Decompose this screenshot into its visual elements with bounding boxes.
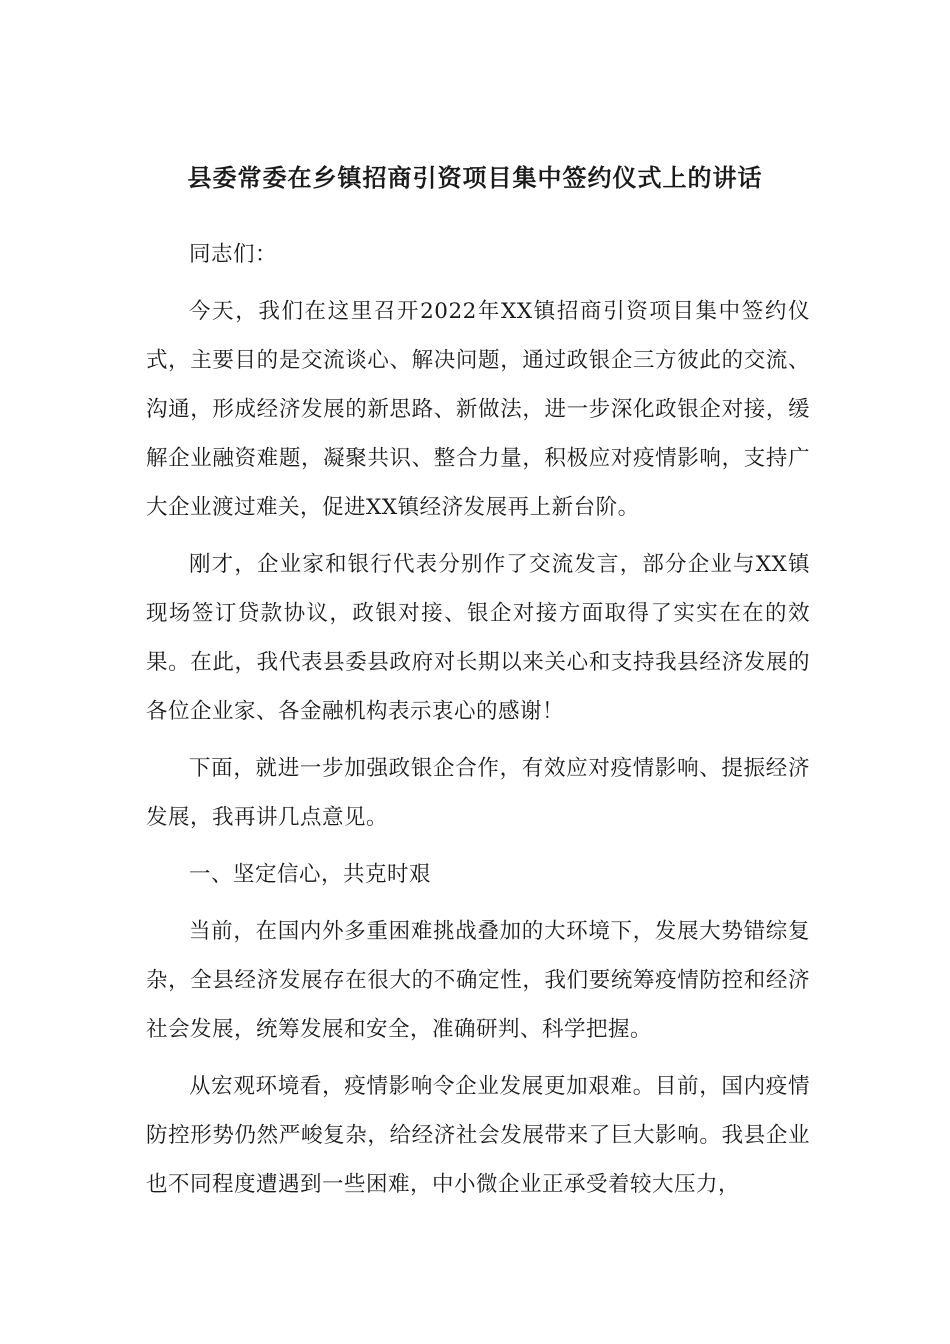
document-title: 县委常委在乡镇招商引资项目集中签约仪式上的讲话: [187, 163, 763, 192]
paragraph: 下面，就进一步加强政银企合作，有效应对疫情影响、提振经济发展，我再讲几点意见。: [146, 756, 810, 830]
document-body: [146, 230, 810, 1217]
section-heading: 一、坚定信心，共克时艰: [189, 862, 432, 887]
paragraph-salutation: 同志们：: [189, 242, 278, 267]
paragraph: 从宏观环境看，疫情影响令企业发展更加艰难。目前，国内疫情防控形势仍然严峻复杂，给经济社会发展带来了巨大影响。我县企业也不同程度遭遇到一些困难，中小微企业正承受着较大压力，: [146, 1074, 810, 1197]
paragraph: 当前，在国内外多重困难挑战叠加的大环境下，发展大势错综复杂，全县经济发展存在很大的不确定性，我们要统筹疫情防控和经济社会发展，统筹发展和安全，准确研判、科学把握。: [146, 919, 810, 1042]
paragraph: 今天，我们在这里召开2022年XX镇招商引资项目集中签约仪式，主要目的是交流谈心、解决问题，通过政银企三方彼此的交流、沟通，形成经济发展的新思路、新做法，进一步深化政银企对接，缓解企业融资难题，凝聚共识、整合力量，积极应对疫情影响，支持广大企业渡过难关，促进XX镇经济发展再上新台阶。: [146, 299, 810, 520]
paragraph: 刚才，企业家和银行代表分别作了交流发言，部分企业与XX镇现场签订贷款协议，政银对接、银企对接方面取得了实实在在的效果。在此，我代表县委县政府对长期以来关心和支持我县经济发展的各位企业家、各金融机构表示衷心的感谢！: [146, 552, 810, 724]
